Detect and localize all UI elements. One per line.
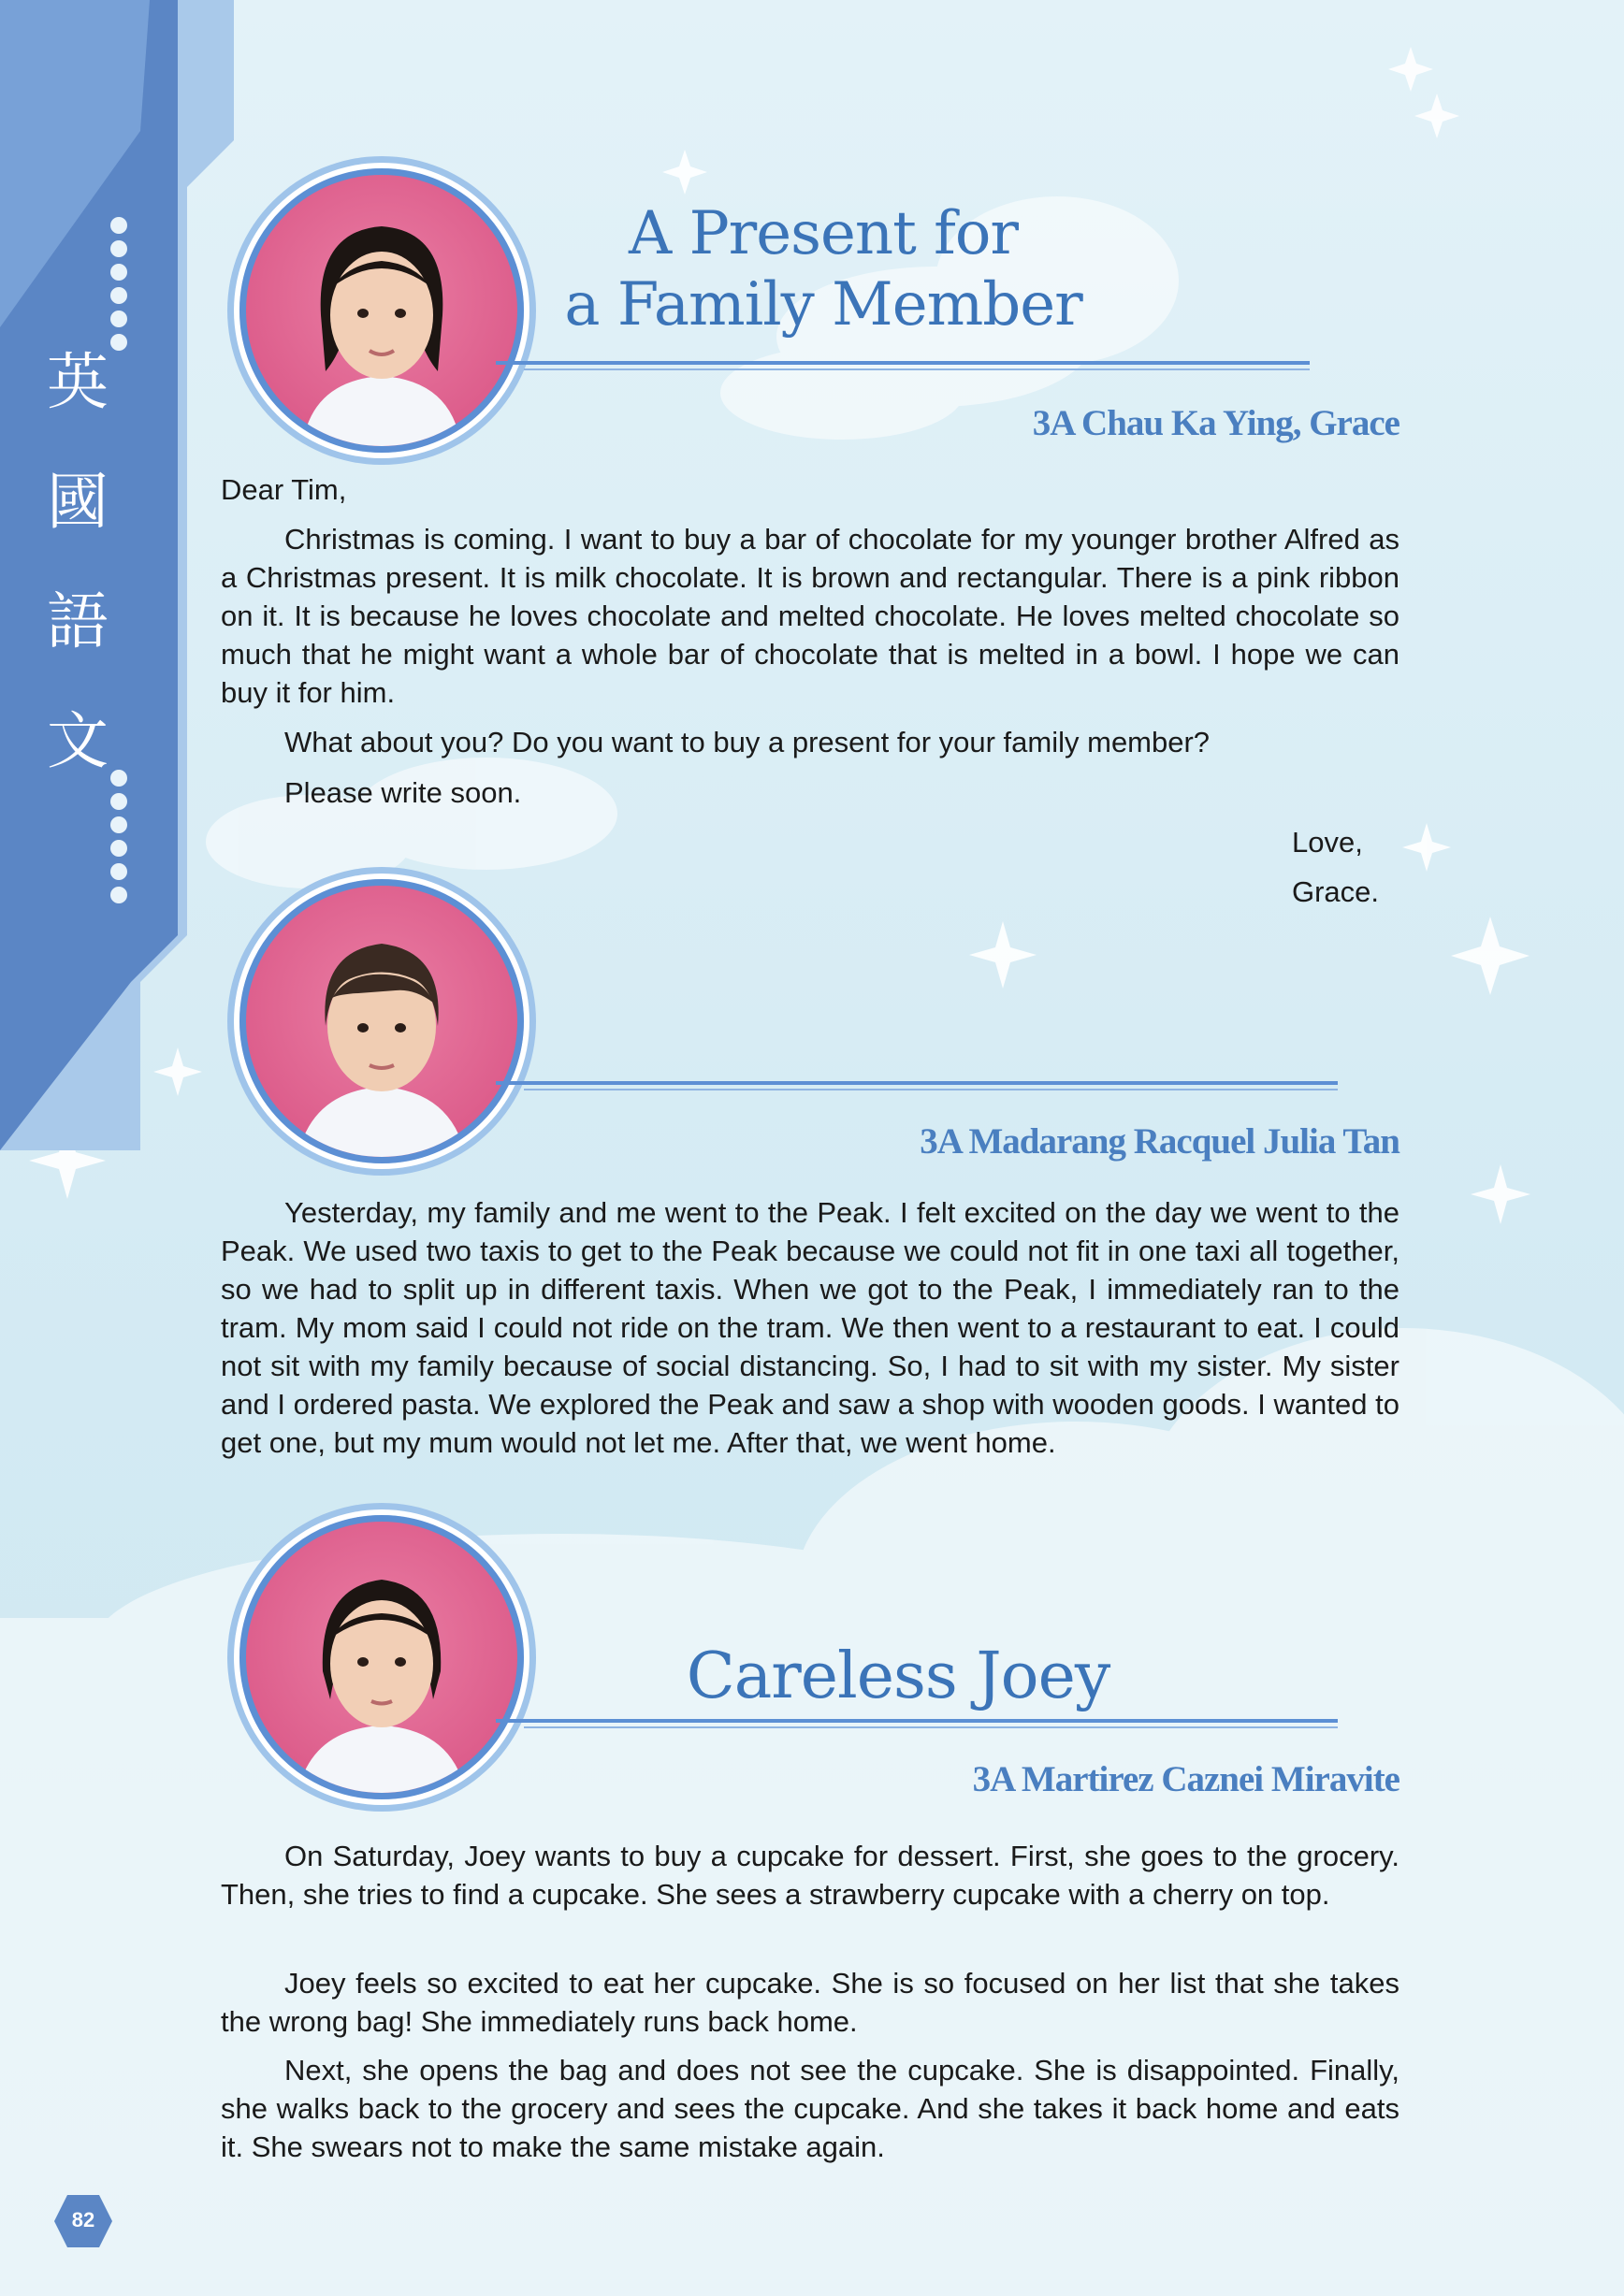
child-portrait-icon (246, 175, 517, 446)
student-photo-caznei (239, 1515, 524, 1799)
story1-greeting: Dear Tim, (221, 473, 347, 506)
story3-divider (496, 1719, 1338, 1723)
story2-divider (496, 1081, 1338, 1085)
child-portrait-icon (246, 1522, 517, 1793)
story1-closing: Please write soon. (284, 776, 522, 809)
story1-title: A Present for a Family Member (564, 199, 1082, 339)
story3-author: 3A Martirez Caznei Miravite (972, 1759, 1399, 1799)
story3-paragraph-2: Joey feels so excited to eat her cupcake. She is so focused on her list that she takes the wrong bag! She immediately runs back home. (221, 1967, 1399, 2038)
story1-question: What about you? Do you want to buy a present for your family member? (284, 726, 1211, 758)
student-photo-racquel (239, 879, 524, 1163)
story3-paragraph-3: Next, she opens the bag and does not see the cupcake. She is disappointed. Finally, she walks back to the grocery and sees the cupcake. And she takes it back home and eats it. She swears not to make the same mistake again. (221, 2054, 1399, 2163)
story1-signature: Grace. (1292, 875, 1380, 908)
decor-dots-top (110, 217, 131, 357)
student-photo-grace (239, 168, 524, 453)
story1-author: 3A Chau Ka Ying, Grace (1032, 403, 1399, 443)
story1-divider (496, 361, 1310, 365)
story2-author: 3A Madarang Racquel Julia Tan (920, 1121, 1399, 1162)
page-number: 82 (52, 2193, 114, 2249)
decor-dots-bottom (110, 770, 131, 910)
story1-signoff: Love, (1292, 826, 1363, 859)
child-portrait-icon (246, 886, 517, 1157)
story3-title: Careless Joey (686, 1639, 1110, 1713)
section-title-vertical: 英 國 語 文 (47, 346, 109, 777)
story3-paragraph-1: On Saturday, Joey wants to buy a cupcake for dessert. First, she goes to the grocery. Then, she tries to find a cupcake. She sees a strawberry cupcake with a cherry on top. (221, 1840, 1399, 1911)
story2-body: Yesterday, my family and me went to the Peak. I felt excited on the day we went to the Peak. We used two taxis to get to the Peak because we could not fit in one taxi all together, so we had to split up in different taxis. When we got to the Peak, I immediately ran to the tram. My mom said I could not ride on the tram. We then went to a restaurant to eat. I could not sit with my family because of social distancing. So, I had to sit with my sister. My sister and I ordered pasta. We explored the Peak and saw a shop with wooden goods. I wanted to get one, but my mum would not let me. After that, we went home. (221, 1196, 1399, 1459)
story1-body: Christmas is coming. I want to buy a bar of chocolate for my younger brother Alfred as a Christmas present. It is milk chocolate. It is brown and rectangular. There is a pink ribbon on it. It is because he loves chocolate and melted chocolate. He loves melted chocolate so much that he might want a whole bar of chocolate that is melted in a bowl. I hope we can buy it for him. (221, 523, 1399, 709)
